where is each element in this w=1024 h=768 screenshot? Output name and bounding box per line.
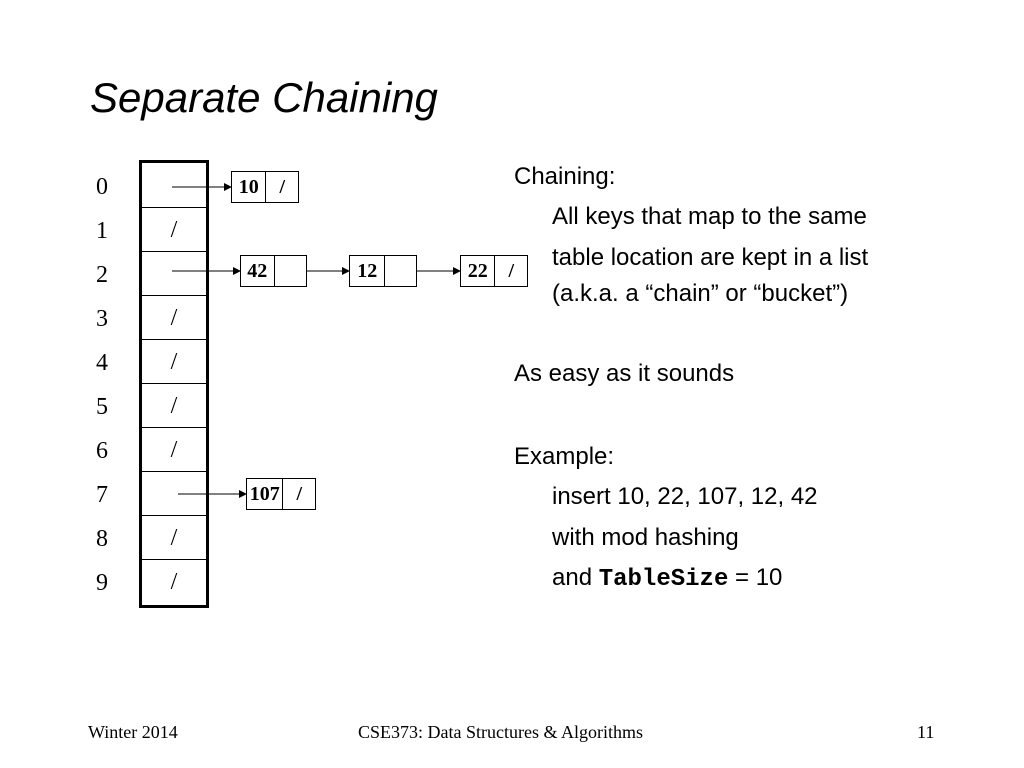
table-index: 2 [96,262,108,288]
node-pointer: / [279,175,286,198]
list-node [246,478,316,510]
chaining-line: All keys that map to the same [552,203,867,230]
chaining-line: table location are kept in a list [552,244,869,271]
table-cell [142,163,206,207]
table-cell: / [142,559,206,603]
table-index: 4 [96,350,108,376]
table-cell [142,471,206,515]
node-value: 22 [461,256,495,286]
example-line: insert 10, 22, 107, 12, 42 [552,483,818,510]
table-cell [142,251,206,295]
example-heading: Example: [514,443,615,470]
table-cell: / [142,339,206,383]
table-cell: / [142,295,206,339]
table-index: 8 [96,526,108,552]
footer-course: CSE373: Data Structures & Algorithms [358,722,643,742]
slide-title: Separate Chaining [90,74,438,121]
node-value: 12 [350,256,385,286]
hash-table [139,160,209,608]
easy-statement: As easy as it sounds [514,360,735,387]
slide-number: 11 [917,722,935,742]
table-index: 6 [96,438,108,464]
footer-term: Winter 2014 [88,722,178,742]
list-node [460,255,528,287]
table-cell: / [142,383,206,427]
table-index: 7 [96,482,108,508]
chaining-heading: Chaining: [514,163,616,190]
chaining-line: (a.k.a. a “chain” or “bucket”) [552,280,849,307]
code-tablesize: TableSize [598,566,729,593]
list-node [240,255,307,287]
node-pointer: / [296,482,303,505]
table-index: 1 [96,218,108,244]
table-index: 3 [96,306,108,332]
table-cell: / [142,427,206,471]
node-pointer [275,256,307,286]
example-line: with mod hashing [552,524,739,551]
node-pointer [385,256,416,286]
table-index: 9 [96,570,108,596]
example-text: and [552,564,599,591]
example-text: = 10 [728,564,783,591]
table-index: 0 [96,174,108,200]
node-value: 107 [247,479,283,509]
node-value: 42 [241,256,275,286]
example-line [552,562,782,596]
table-index: 5 [96,394,108,420]
node-pointer: / [508,259,515,282]
node-value: 10 [232,172,266,202]
table-cell: / [142,207,206,251]
list-node [349,255,417,287]
list-node [231,171,299,203]
table-cell: / [142,515,206,559]
